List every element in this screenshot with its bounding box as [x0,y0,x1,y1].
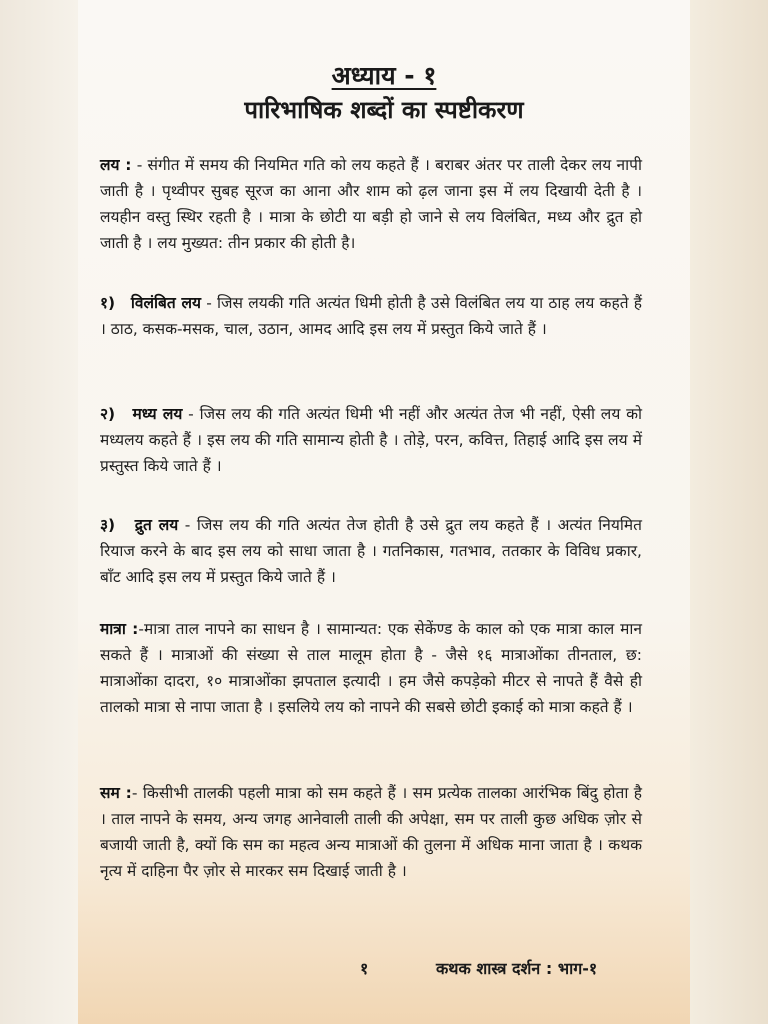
page-left-margin [0,0,78,1024]
paragraph-matra [100,616,642,720]
paragraph-madhya [100,401,642,479]
chapter-heading [78,58,690,92]
term-sam: सम : [100,784,132,802]
definition-drut-lay: - जिस लय की गति अत्यंत तेज होती है उसे द्रुत लय कहते हैं । अत्यंत नियमित रियाज करने के बाद इस लय को साधा जाता है । गतनिकास, गतभाव, ततकार के विविध प्रकार, बाँट आदि इस लय में प्रस्तुत किये जाते हैं । [100,516,642,586]
definition-madhya-lay: - जिस लय की गति अत्यंत धिमी भी नहीं और अत्यंत तेज भी नहीं, ऐसी लय को मध्यलय कहते हैं । इस लय की गति सामान्य होती है । तोड़े, परन, कवित्त, तिहाई आदि इस लय में प्रस्तुस्त किये जाते हैं । [100,405,643,475]
page-number: १ [360,959,369,978]
paragraph-vilambit [100,290,642,342]
definition-lay: - संगीत में समय की नियमित गति को लय कहते हैं । बराबर अंतर पर ताली देकर लय नापी जाती है । पृथ्वीपर सुबह सूरज का आना और शाम को ढ़ल जाना इस में लय दिखायी देती है । लयहीन वस्तु स्थिर रहती है । मात्रा के छोटी या बड़ी हो जाने से लय विलंबित, मध्य और द्रुत हो जाती है । लय मुख्यत: तीन प्रकार की होती है। [100,156,642,252]
page-footer [100,957,655,981]
paragraph-sam [100,780,642,884]
term-lay: लय : [100,156,132,174]
definition-matra: -मात्रा ताल नापने का साधन है । सामान्यत: एक सेकेंण्ड के काल को एक मात्रा काल मान सकते हैं । मात्राओं की संख्या से ताल मालूम होता है - जैसे १६ मात्राओंका तीनताल, छ: मात्राओंका दादरा, १० मात्राओंका झपताल इत्यादी । हम जैसे कपड़ेको मीटर से नापते हैं वैसे ही तालको मात्रा से नापा जाता है । इसलिये लय को नापने की सबसे छोटी इकाई को मात्रा कहते हैं । [100,620,642,716]
page-right-edge [690,0,768,1024]
item-number: १) [100,294,116,312]
paragraph-lay [100,152,642,256]
page-title: पारिभाषिक शब्दों का स्पष्टीकरण [244,96,524,124]
definition-sam: - किसीभी तालकी पहली मात्रा को सम कहते हैं । सम प्रत्येक तालका आरंभिक बिंदु होता है । ताल नापने के समय, अन्य जगह आनेवाली ताली की अपेक्षा, सम पर ताली कुछ अधिक ज़ोर से बजायी जाती है, क्यों कि सम का महत्व अन्य मात्राओं की तुलना में अधिक माना जाता है । कथक नृत्य में दाहिना पैर ज़ोर से मारकर सम दिखाई जाती है । [100,784,643,880]
item-number: २) [100,405,116,423]
book-title: कथक शास्त्र दर्शन : भाग-१ [436,959,598,978]
term-vilambit-lay: विलंबित लय [130,294,201,312]
term-matra: मात्रा : [100,620,139,638]
definition-vilambit-lay: - जिस लयकी गति अत्यंत धिमी होती है उसे विलंबित लय या ठाह लय कहते हैं । ठाठ, कसक-मसक, चाल, उठान, आमद आदि इस लय में प्रस्तुत किये जाते हैं । [100,294,643,338]
term-madhya-lay: मध्य लय [132,405,183,423]
paragraph-drut [100,512,642,590]
chapter-number: अध्याय - १ [331,61,437,90]
item-number: ३) [100,516,116,534]
term-drut-lay: द्रुत लय [134,516,179,534]
